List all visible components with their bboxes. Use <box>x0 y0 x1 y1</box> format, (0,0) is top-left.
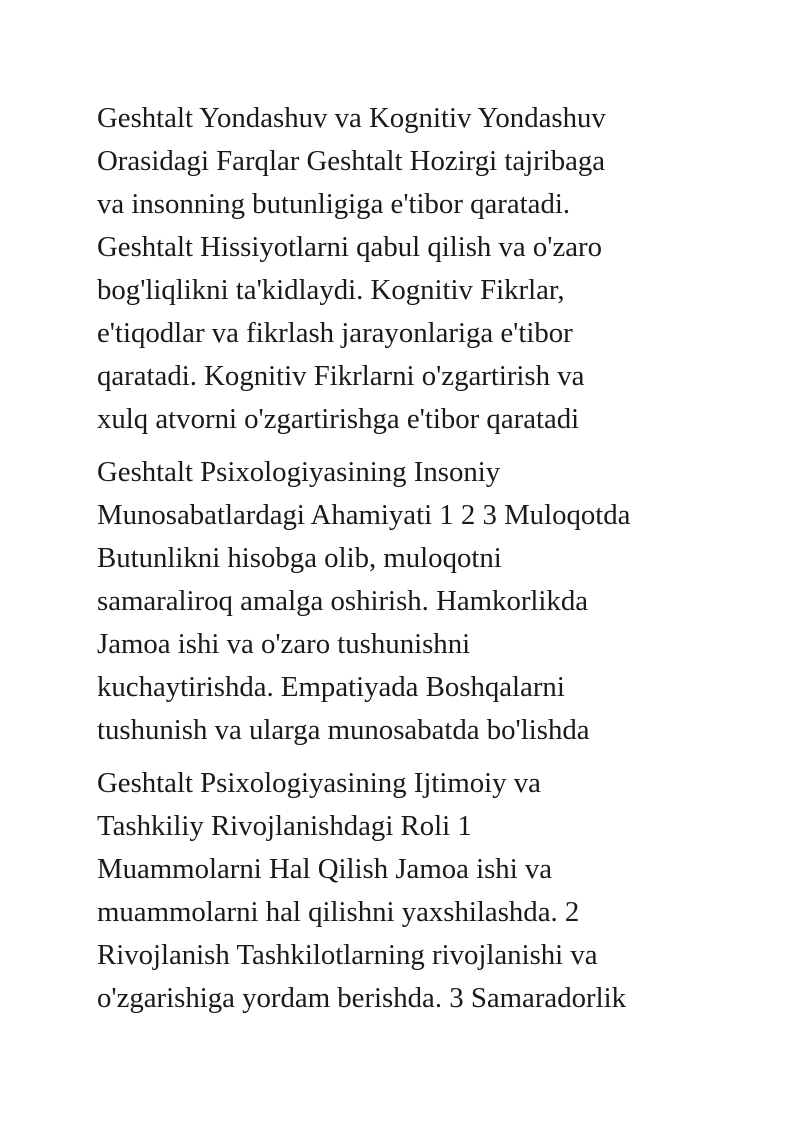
paragraph-human-relations <box>97 451 717 752</box>
document-page <box>97 97 717 1030</box>
paragraph-approaches-comparison <box>97 97 717 441</box>
text-line: Orasidagi Farqlar Geshtalt Hozirgi tajribaga <box>97 145 606 177</box>
text-line: muammolarni hal qilishni yaxshilashda. 2 <box>97 896 580 928</box>
text-line: bog'liqlikni ta'kidlaydi. Kognitiv Fikrlar, <box>97 274 565 306</box>
text-line: Geshtalt Psixologiyasining Ijtimoiy va <box>97 767 541 799</box>
text-line: Butunlikni hisobga olib, muloqotni <box>97 542 502 574</box>
text-line: samaraliroq amalga oshirish. Hamkorlikda <box>97 585 589 617</box>
text-line: Tashkiliy Rivojlanishdagi Roli 1 <box>97 810 472 842</box>
text-line: kuchaytirishda. Empatiyada Boshqalarni <box>97 671 565 703</box>
paragraph-social-organizational <box>97 762 717 1020</box>
text-line: tushunish va ularga munosabatda bo'lishda <box>97 714 590 746</box>
text-line: Muammolarni Hal Qilish Jamoa ishi va <box>97 853 553 885</box>
text-line: e'tiqodlar va fikrlash jarayonlariga e'tibor <box>97 317 573 349</box>
text-line: Rivojlanish Tashkilotlarning rivojlanishi va <box>97 939 598 971</box>
text-line: qaratadi. Kognitiv Fikrlarni o'zgartirish va <box>97 360 585 392</box>
text-line: Geshtalt Yondashuv va Kognitiv Yondashuv <box>97 102 606 134</box>
text-line: o'zgarishiga yordam berishda. 3 Samaradorlik <box>97 982 626 1014</box>
text-line: va insonning butunligiga e'tibor qaratadi. <box>97 188 571 220</box>
text-line: Munosabatlardagi Ahamiyati 1 2 3 Muloqotda <box>97 499 631 531</box>
text-line: Jamoa ishi va o'zaro tushunishni <box>97 628 471 660</box>
text-line: xulq atvorni o'zgartirishga e'tibor qaratadi <box>97 403 580 435</box>
text-line: Geshtalt Hissiyotlarni qabul qilish va o'zaro <box>97 231 603 263</box>
text-line: Geshtalt Psixologiyasining Insoniy <box>97 456 501 488</box>
